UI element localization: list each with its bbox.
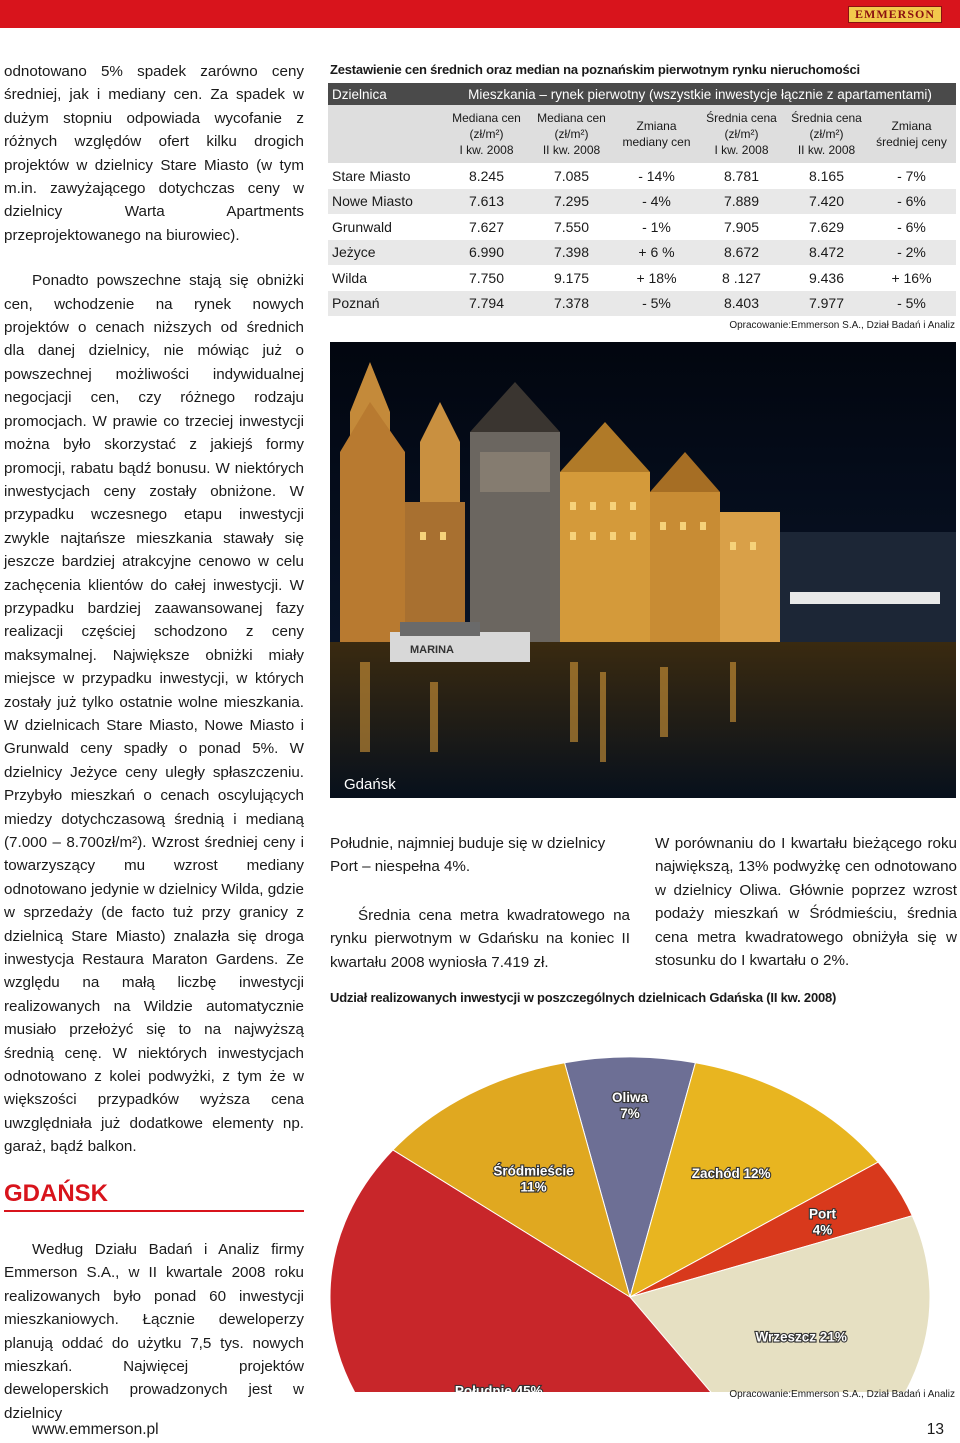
pie-chart [330,1012,960,1392]
page-number: 13 [926,1421,944,1438]
table-cell: 7.977 [808,295,845,312]
subheader-line: Mediana cen [452,111,521,125]
table-cell: 7.794 [468,295,505,312]
table-cell: 7.613 [468,193,505,210]
table-row [328,240,956,266]
subheader-line: średniej ceny [876,135,947,149]
chart-source: Opracowanie:Emmerson S.A., Dział Badań i Analiz [729,1389,955,1400]
column-subheader [784,110,869,158]
pie-label: Oliwa 7% [611,1090,649,1122]
section-heading: GDAŃSK [4,1180,304,1212]
top-bar [0,0,960,28]
table-cell: 7.750 [468,269,505,286]
left-column [4,60,304,1159]
table-cell: 7.085 [553,167,590,184]
pie-label: Wrzeszcz 21% [755,1329,847,1345]
district-name: Nowe Miasto [332,193,413,210]
district-name: Stare Miasto [332,167,411,184]
table-cell: - 2% [897,244,926,261]
table-row [328,189,956,215]
text-block: W porównaniu do I kwartału bieżącego roku największą, 13% podwyżkę cen odnotowano w dzielnicy Oliwa. Głównie poprzez wzrost podaży mieszkań w Śródmieściu, średnia cena metra kwadratowego obniżyła się w stosunku do I kwartału o 2%. [655,835,957,970]
table-cell: 8.472 [808,244,845,261]
boat-sign: MARINA [410,644,454,656]
emmerson-logo: EMMERSON [848,6,942,23]
subheader-line: Średnia cena [791,111,862,125]
pie-label: Zachód 12% [691,1165,771,1181]
subheader-line: (zł/m²) [469,127,504,141]
text-block [330,904,630,974]
subheader-line: I kw. 2008 [714,143,769,157]
subheader-line: II kw. 2008 [797,143,856,157]
paragraph: Ponadto powszechne stają się obniżki cen, wchodzenie na rynek nowych projektów o cenach niższych od średnich dla danej dzielnicy, nie mówiąc już o powszechnej możliwości indywidualnej negocjacji cen, czy różnego rodzaju promocjach. W prawie co trzeciej inwestycji można było skorzystać z jakiejś formy promocji, rabatu bądź bonusu. W niektórych inwestycjach ceny zostały obniżone. W przypadku wczesnego etapu inwestycji zwykle najtańsze mieszkania stawały się jeszcze bardziej atrakcyjne cenowo w celu zachęcenia klientów do całej inwestycji. W przypadku bardziej zaawansowanej fazy realizacji częściej schodzono z ceny maksymalnej. Największe obniżki miały miejsce w przypadku inwestycji, w których zostały już tylko ostatnie wolne mieszkania. W dzielnicach Stare Miasto, Nowe Miasto i Grunwald ceny spadły o ponad 5%. W dzielnicy Jeżyce ceny uległy spłaszczeniu. Przybyło mieszkań o cenach oscylujących miedzy dotychczasową średnią i medianą (7.000 – 8.700zł/m²). Wzrost średniej ceny i towarzyszący mu wzrost mediany odnotowano jedynie w dzielnicy Wilda, gdzie w sprzedaży (de facto tuż przy granicy z dzielnicą Stare Miasto) znalazła się droga inwestycja Restaura Maraton Gardens. Ze względu na małą liczbę inwestycji realizowanych na Wildzie automatycznie musiało przełożyć się to na najwyższą średnią cenę. W niektórych inwestycjach odnotowano z kolei podwyżki, z tym że w większości przypadków wyższa cena uwzględniała już dodatkowe elementy np. garaż, bądź balkon. [4,272,304,1156]
paragraph: odnotowano 5% spadek zarówno ceny średniej, jak i mediany cen. Za spadek w dużym stopniu odpowiada wycofanie z różnych względów ofert kilku drogich projektów w dzielnicy Stare Miasto (w tym m.in. zawyżającego dotychczas ceny w dzielnicy Warta Apartments przeprojektowanego na biurowiec). [4,63,304,244]
table-cell: 7.629 [808,218,845,235]
gdansk-intro [4,1238,304,1425]
table-title: Zestawienie cen średnich oraz median na poznańskim pierwotnym rynku nieruchomości [330,62,860,77]
table-row [328,163,956,189]
district-column-header: Dzielnica [332,86,387,102]
pie-label: Śródmieście 11% [493,1163,574,1195]
table-cell: 9.436 [808,269,845,286]
table-cell: 8.672 [723,244,760,261]
table-cell: - 14% [638,167,675,184]
table-cell: 7.398 [553,244,590,261]
table-cell: 7.295 [553,193,590,210]
table-cell: 8.245 [468,167,505,184]
table-cell: + 18% [636,269,677,286]
subheader-line: Zmiana [891,119,932,133]
pie-label: Południe 45% [454,1383,543,1392]
table-cell: - 6% [897,193,926,210]
table-cell: - 7% [897,167,926,184]
district-name: Jeżyce [332,244,376,261]
subheader-line: Średnia cena [706,111,777,125]
subheader-line: Mediana cen [537,111,606,125]
subheader-line: mediany cen [622,135,691,149]
subheader-line: (zł/m²) [809,127,844,141]
table-row [328,291,956,317]
table-cell: 7.378 [553,295,590,312]
column-subheader [614,118,699,150]
table-row [328,265,956,291]
table-cell: + 16% [891,269,932,286]
price-table [328,83,956,316]
pie-label: Port 4% [808,1206,836,1238]
table-subheader [328,105,956,163]
column-subheader [869,118,954,150]
column-subheader [699,110,784,158]
chart-title: Udział realizowanych inwestycji w poszczególnych dzielnicach Gdańska (II kw. 2008) [330,990,837,1005]
table-cell: - 6% [897,218,926,235]
table-cell: + 6 % [638,244,675,261]
district-name: Wilda [332,269,368,286]
table-cell: 8.165 [808,167,845,184]
table-cell: 7.905 [723,218,760,235]
table-cell: - 1% [642,218,671,235]
table-cell: - 4% [642,193,671,210]
table-cell: - 5% [897,295,926,312]
district-name: Poznań [332,295,380,312]
column-subheader [529,110,614,158]
group-column-header: Mieszkania – rynek pierwotny (wszystkie inwestycje łącznie z apartamentami) [468,86,932,102]
subheader-line: II kw. 2008 [542,143,601,157]
table-cell: 8.781 [723,167,760,184]
table-cell: 6.990 [468,244,505,261]
table-cell: 9.175 [553,269,590,286]
table-row [328,214,956,240]
paragraph: Średnia cena metra kwadratowego na rynku pierwotnym w Gdańsku na koniec II kwartału 2008 wyniosła 7.419 zł. [330,907,630,971]
column-subheader [444,110,529,158]
table-cell: 7.889 [723,193,760,210]
subheader-line: (zł/m²) [724,127,759,141]
table-cell: 7.420 [808,193,845,210]
footer-url[interactable]: www.emmerson.pl [32,1421,159,1438]
district-name: Grunwald [332,218,392,235]
table-body [328,163,956,316]
photo-caption: Gdańsk [344,776,396,793]
table-cell: 8.403 [723,295,760,312]
table-cell: 7.627 [468,218,505,235]
subheader-line: (zł/m²) [554,127,589,141]
subheader-line: Zmiana [636,119,677,133]
gdansk-night-photo [330,342,956,798]
table-cell: 8 .127 [722,269,761,286]
table-source: Opracowanie:Emmerson S.A., Dział Badań i Analiz [729,320,955,331]
paragraph: Według Działu Badań i Analiz firmy Emmerson S.A., w II kwartale 2008 roku realizowanych było ponad 60 inwestycji mieszkaniowych. Łącznie deweloperzy planują oddać do użytku 7,5 tys. nowych mieszkań. Najwięcej projektów deweloperskich prowadzonych jest w dzielnicy [4,1241,304,1422]
table-cell: 7.550 [553,218,590,235]
table-cell: - 5% [642,295,671,312]
table-header [328,83,956,105]
subheader-line: I kw. 2008 [459,143,514,157]
text-block: Południe, najmniej buduje się w dzielnicy Port – niespełna 4%. [330,835,606,876]
